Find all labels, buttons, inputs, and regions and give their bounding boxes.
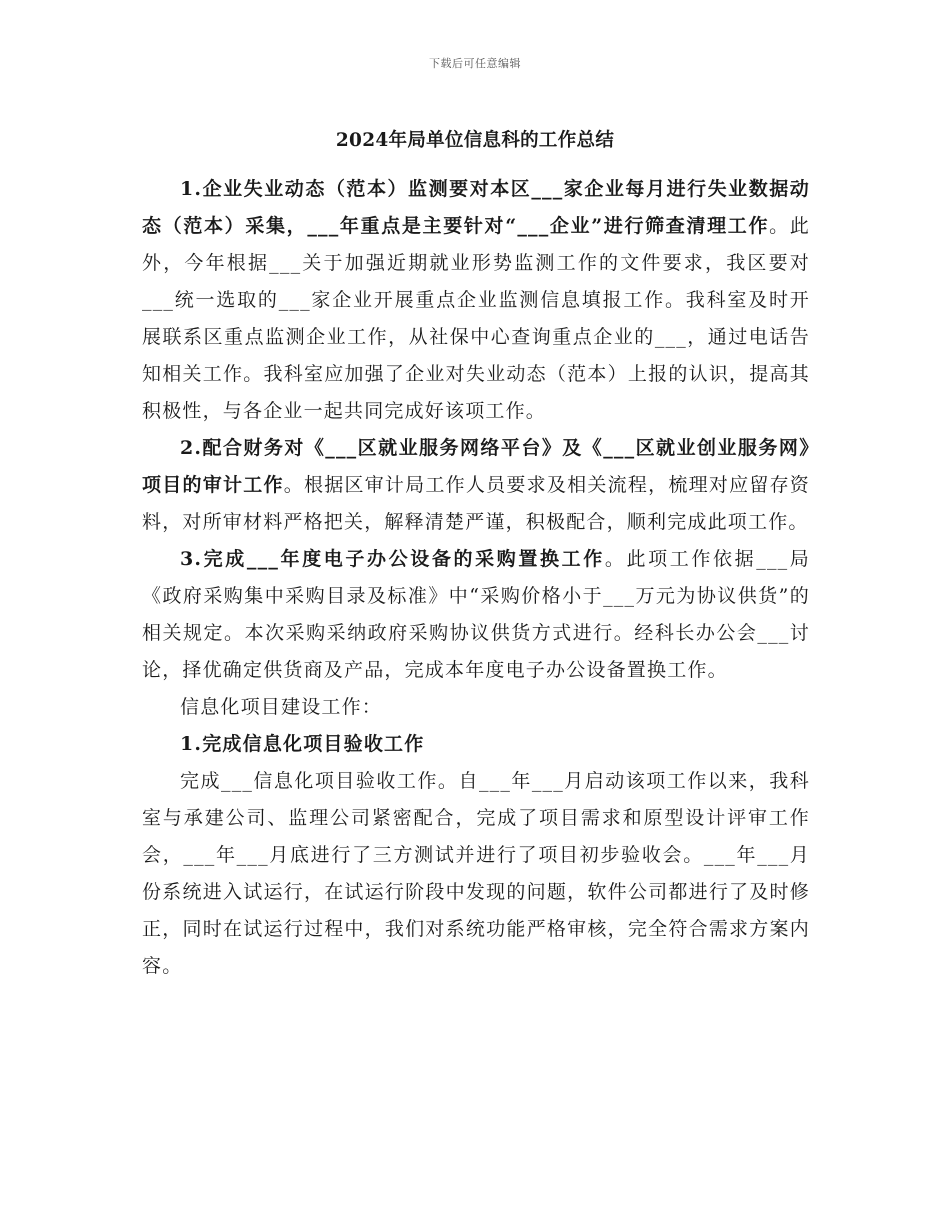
paragraph-3-text: 。此项工作依据___局《政府采购集中采购目录及标准》中“采购价格小于___万元为协议供货”的相关规定。本次采购采纳政府采购协议供货方式进行。经科长办公会___讨论，择优确定供货商及产品，完成本年度电子办公设备置换工作。 <box>142 548 810 681</box>
section-heading <box>142 689 810 726</box>
paragraph-1-text: 。此外，今年根据___关于加强近期就业形势监测工作的文件要求，我区要对___统一选取的___家企业开展重点企业监测信息填报工作。我科室及时开展联系区重点监测企业工作，从社保中心查询重点企业的___，通过电话告知相关工作。我科室应加强了企业对失业动态（范本）上报的认识，提高其积极性，与各企业一起共同完成好该项工作。 <box>142 215 810 422</box>
paragraph-3-heading: 3.完成___年度电子办公设备的采购置换工作 <box>180 548 605 570</box>
download-note: 下载后可任意编辑 <box>429 57 521 70</box>
paragraph-3 <box>142 541 810 689</box>
paragraph-1-heading: 1.企业失业动态（范本）监测要对本区___家企业每月进行失业数据动态（范本）采集，___年重点是主要针对“___企业”进行筛查清理工作 <box>142 178 810 237</box>
paragraph-1 <box>142 171 810 430</box>
paragraph-2-heading: 2.配合财务对《___区就业服务网络平台》及《___区就业创业服务网》项目的审计工作 <box>142 437 810 496</box>
subsection-heading-bold: 1.完成信息化项目验收工作 <box>180 733 425 755</box>
section-heading-text: 信息化项目建设工作： <box>180 696 383 718</box>
paragraph-4-text: 完成___信息化项目验收工作。自___年___月启动该项工作以来，我科室与承建公司、监理公司紧密配合，完成了项目需求和原型设计评审工作会，___年___月底进行了三方测试并进行了项目初步验收会。___年___月份系统进入试运行，在试运行阶段中发现的问题，软件公司都进行了及时修正，同时在试运行过程中，我们对系统功能严格审核，完全符合需求方案内容。 <box>142 770 810 977</box>
subsection-heading <box>142 726 810 763</box>
document-body <box>142 171 810 985</box>
paragraph-2-text: 。根据区审计局工作人员要求及相关流程，梳理对应留存资料，对所审材料严格把关，解释清楚严谨，积极配合，顺利完成此项工作。 <box>142 474 811 533</box>
document-title: 2024年局单位信息科的工作总结 <box>335 130 615 151</box>
paragraph-4 <box>142 763 810 985</box>
paragraph-2 <box>142 430 810 541</box>
